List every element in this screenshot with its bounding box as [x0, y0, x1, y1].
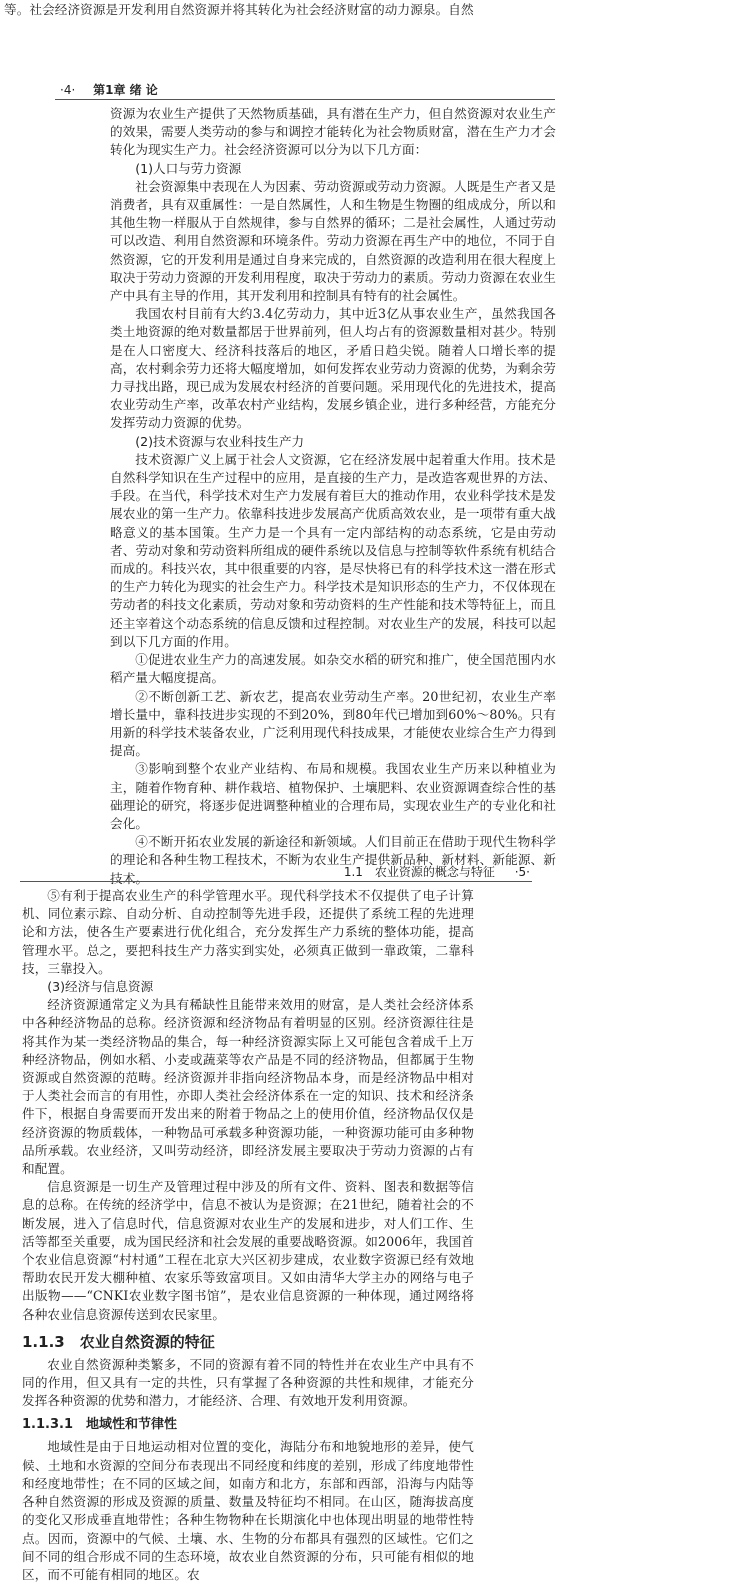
page1-header: [60, 82, 555, 98]
page1-paragraph: 资源为农业生产提供了天然物质基础，具有潜在生产力，但自然资源对农业生产的效果，需要人类劳动的参与和调控才能转化为社会物质财富，潜在生产力才会转化为现实生产力。社会经济资源可以分为以下几方面：: [110, 106, 556, 158]
page1-chapter-title: 第1章 绪 论: [93, 83, 158, 97]
page2-section-title: 1.1 农业资源的概念与特征: [343, 865, 495, 879]
page2-list-item: ⑤有利于提高农业生产的科学管理水平。现代科学技术不仅提供了电子计算机、同位素示踪、自动分析、自动控制等先进手段，还提供了系统工程的先进理论和方法，使各生产要素进行优化组合，充分发挥生产力系统的整体功能，提高管理水平。总之，要把科技生产力落实到实处，必须真正做到一靠政策，二靠科技，三靠投入。: [22, 888, 474, 976]
page2-page-number: ·5·: [514, 865, 530, 879]
page1-list-item: ③影响到整个农业产业结构、布局和规模。我国农业生产历来以种植业为主，随着作物育种、耕作栽培、植物保护、土壤肥料、农业资源调查综合性的基础理论的研究，将逐步促进调整种植业的合理布局，实现农业生产的专业化和社会化。: [110, 761, 556, 831]
page2-paragraph: 经济资源通常定义为具有稀缺性且能带来效用的财富，是人类社会经济体系中各种经济物品的总称。经济资源和经济物品有着明显的区别。经济资源往往是将其作为某一类经济物品的集合，每一种经济资源实际上又可能包含着成千上万种经济物品，例如水稻、小麦或蔬菜等农产品是不同的经济物品，但都属于生物资源或自然资源的范畴。经济资源并非指向经济物品本身，而是经济物品中相对于人类社会而言的有用性，亦即人类社会经济体系在一定的知识、技术和经济条件下，根据自身需要而开发出来的附着于物品之上的使用价值，经济物品仅仅是经济资源的物质载体，一种物品可承载多种资源功能，一种资源功能可由多种物品所承载。农业经济，又叫劳动经济，即经济发展主要取决于劳动力资源的占有和配置。: [22, 997, 474, 1177]
page1-subheading-labor: (1)人口与劳力资源: [135, 160, 242, 176]
page1-list-item: ①促进农业生产力的高速发展。如杂交水稻的研究和推广，使全国范围内水稻产量大幅度提高。: [110, 652, 556, 686]
section-heading: 1.1.3 农业自然资源的特征: [22, 1332, 215, 1351]
top-fragment-text: 等。社会经济资源是开发利用自然资源并将其转化为社会经济财富的动力源泉。自然: [4, 2, 474, 17]
page2-subheading-economy: (3)经济与信息资源: [47, 979, 154, 995]
page2-paragraph: 农业自然资源种类繁多，不同的资源有着不同的特性并在农业生产中具有不同的作用，但又具有一定的共性，只有掌握了各种资源的共性和规律，才能充分发挥各种资源的优势和潜力，才能经济、合理、有效地开发利用资源。: [22, 1356, 474, 1409]
page1-body: [110, 105, 556, 888]
page2-header: [20, 864, 530, 880]
page1-page-number: ·4·: [60, 83, 76, 97]
top-fragment: [4, 1, 604, 19]
page1-list-item: ②不断创新工艺、新农艺，提高农业劳动生产率。20世纪初，农业生产率增长量中，靠科技进步实现的不到20%，到80年代已增加到60%～80%。只有用新的科学技术装备农业，广泛利用现代科技成果，才能使农业综合生产力得到提高。: [110, 688, 556, 759]
page1-subheading-technology: (2)技术资源与农业科技生产力: [135, 433, 305, 449]
page2-paragraph: 地域性是由于日地运动相对位置的变化，海陆分布和地貌地形的差异，使气候、土地和水资源的空间分布表现出不同经度和纬度的差别，形成了纬度地带性和经度地带性；在不同的区域之间，如南方和北方，东部和西部，沿海与内陆等各种自然资源的形成及资源的质量、数量及特征均不相同。在山区，随海拔高度的变化又形成垂直地带性；各种生物物种在长期演化中也体现出明显的地带性特点。因而，资源中的气候、土壤、水、生物的分布都具有强烈的区域性。它们之间不同的组合形成不同的生态环境，故农业自然资源的分布，只可能有相似的地区，而不可能有相同的地区。农: [22, 1439, 474, 1582]
subsection-heading: 1.1.3.1 地域性和节律性: [22, 1417, 177, 1433]
page1-list-item: ④不断开拓农业发展的新途径和新领域。人们目前正在借助于现代生物科学的理论和各种生物工程技术，不断为农业生产提供新品种、新材料、新能源、新技术。: [110, 834, 556, 886]
page1-paragraph: 社会资源集中表现在人为因素、劳动资源或劳动力资源。人既是生产者又是消费者，具有双重属性：一是自然属性，人和生物是生物圈的组成成分，所以和其他生物一样服从于自然规律，参与自然界的循环；二是社会属性，人通过劳动可以改造、利用自然资源和环境条件。劳动力资源在再生产中的地位，不同于自然资源，它的开发利用是通过自身来完成的，自然资源的改造利用在很大程度上取决于劳动力资源的开发利用程度，取决于劳动力的素质。劳动力资源在农业生产中具有主导的作用，其开发利用和控制具有特有的社会属性。: [110, 178, 556, 304]
page2-header-rule: [20, 881, 532, 882]
page2-body: [22, 887, 474, 1584]
page2-paragraph: 信息资源是一切生产及管理过程中涉及的所有文件、资料、图表和数据等信息的总称。在传统的经济学中，信息不被认为是资源；在21世纪，随着社会的不断发展，进入了信息时代，信息资源对农业生产的发展和进步，对人们工作、生活等都至关重要，成为国民经济和社会发展的重要战略资源。如2006年，我国首个农业信息资源“村村通”工程在北京大兴区初步建成，农业数字资源已经有效地帮助农民开发大棚种植、农家乐等致富项目。又如由清华大学主办的网络与电子出版物——“CNKI农业数字图书馆”，是农业信息资源的一种体现，通过网络将各种农业信息资源传送到农民家里。: [22, 1179, 474, 1322]
page1-paragraph: 技术资源广义上属于社会人文资源，它在经济发展中起着重大作用。技术是自然科学知识在生产过程中的应用，是直接的生产力，是改造客观世界的方法、手段。在当代，科学技术对生产力发展有着巨大的推动作用，农业科学技术是发展农业的第一生产力。依靠科技进步发展高产优质高效农业，是一项带有重大战略意义的基本国策。生产力是一个具有一定内部结构的动态系统，它是由劳动者、劳动对象和劳动资料所组成的硬件系统以及信息与控制等软件系统有机结合而成的。科技兴农，其中很重要的内容，是尽快将已有的科学技术这一潜在形式的生产力转化为现实的社会生产力。科学技术是知识形态的生产力，不仅体现在劳动者的科技文化素质，劳动对象和劳动资料的生产性能和技术等特征上，而且还主宰着这个动态系统的信息反馈和过程控制。对农业生产的发展，科技可以起到以下几方面的作用。: [110, 451, 556, 649]
page1-header-rule: [55, 99, 555, 100]
page1-paragraph: 我国农村目前有大约3.4亿劳动力，其中近3亿从事农业生产，虽然我国各类土地资源的绝对数量都居于世界前列，但人均占有的资源数量相对甚少。特别是在人口密度大、经济科技落后的地区，矛盾日趋尖锐。随着人口增长率的提高，农村剩余劳力还将大幅度增加，如何发挥农业劳动力资源的优势，为剩余劳力寻找出路，现已成为发展农村经济的首要问题。采用现代化的先进技术，提高农业劳动生产率，改革农村产业结构，发展乡镇企业，进行多种经营，方能充分发挥劳动力资源的优势。: [110, 306, 556, 431]
